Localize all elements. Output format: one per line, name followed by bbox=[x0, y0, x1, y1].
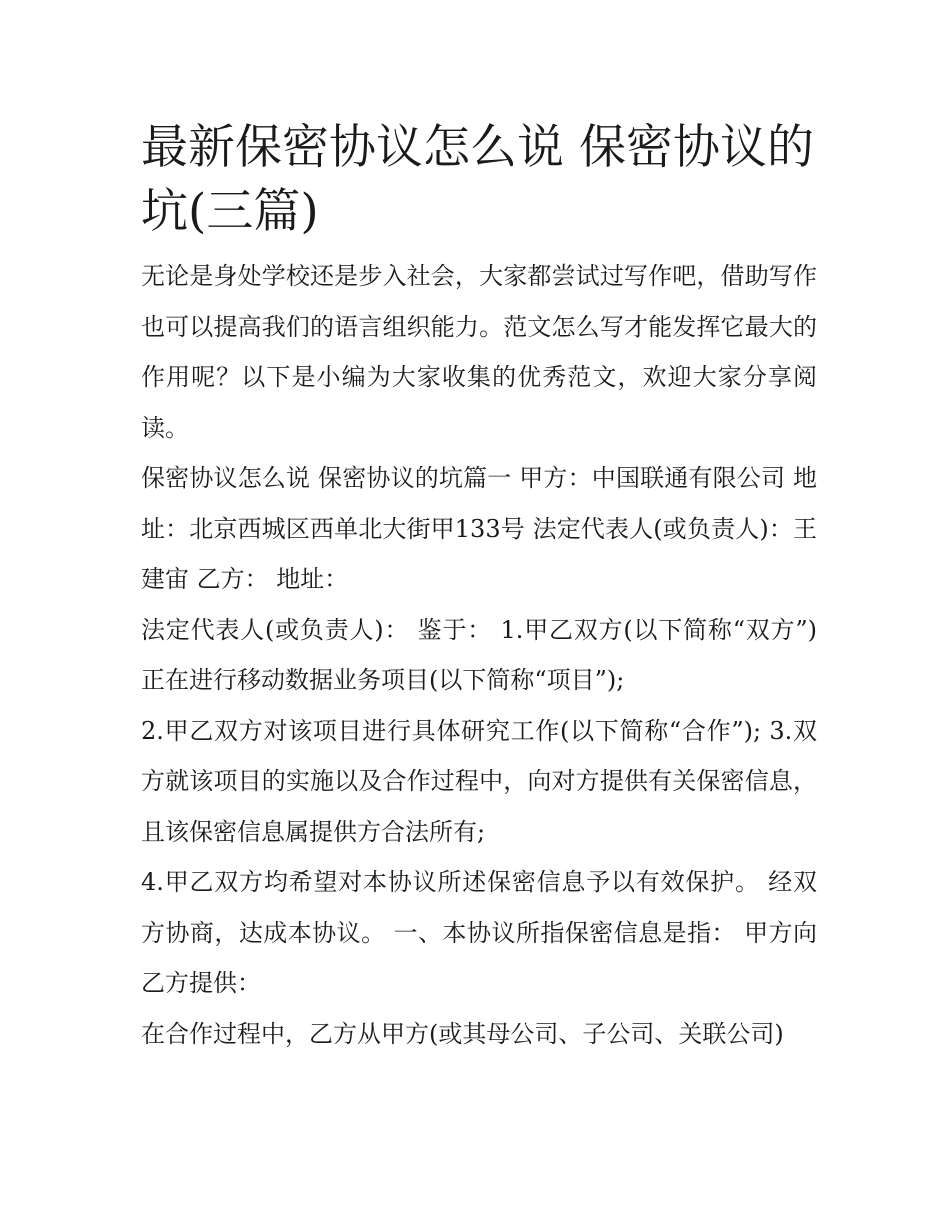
paragraph-recital-4: 4.甲乙双方均希望对本协议所述保密信息予以有效保护。 经双方协商，达成本协议。 一、本协议所指保密信息是指： 甲方向乙方提供： bbox=[141, 868, 817, 997]
paragraph-intro: 无论是身处学校还是步入社会，大家都尝试过写作吧，借助写作也可以提高我们的语言组织能力。范文怎么写才能发挥它最大的作用呢？以下是小编为大家收集的优秀范文，欢迎大家分享阅读。 bbox=[141, 262, 817, 442]
paragraph-recital-2-3: 2.甲乙双方对该项目进行具体研究工作(以下简称“合作”); 3.双方就该项目的实施以及合作过程中，向对方提供有关保密信息，且该保密信息属提供方合法所有; bbox=[141, 716, 817, 846]
paragraph-parties: 保密协议怎么说 保密协议的坑篇一 甲方：中国联通有限公司 地址：北京西城区西单北大街甲133号 法定代表人(或负责人)：王建宙 乙方： 地址： bbox=[141, 464, 817, 593]
document-body bbox=[141, 251, 817, 1059]
document-title: 最新保密协议怎么说 保密协议的坑(三篇) bbox=[141, 120, 814, 239]
paragraph-recital-1: 法定代表人(或负责人)： 鉴于： 1.甲乙双方(以下简称“双方”)正在进行移动数据业务项目(以下简称“项目”); bbox=[141, 615, 817, 694]
paragraph-clause-start: 在合作过程中，乙方从甲方(或其母公司、子公司、关联公司) bbox=[141, 1019, 784, 1048]
